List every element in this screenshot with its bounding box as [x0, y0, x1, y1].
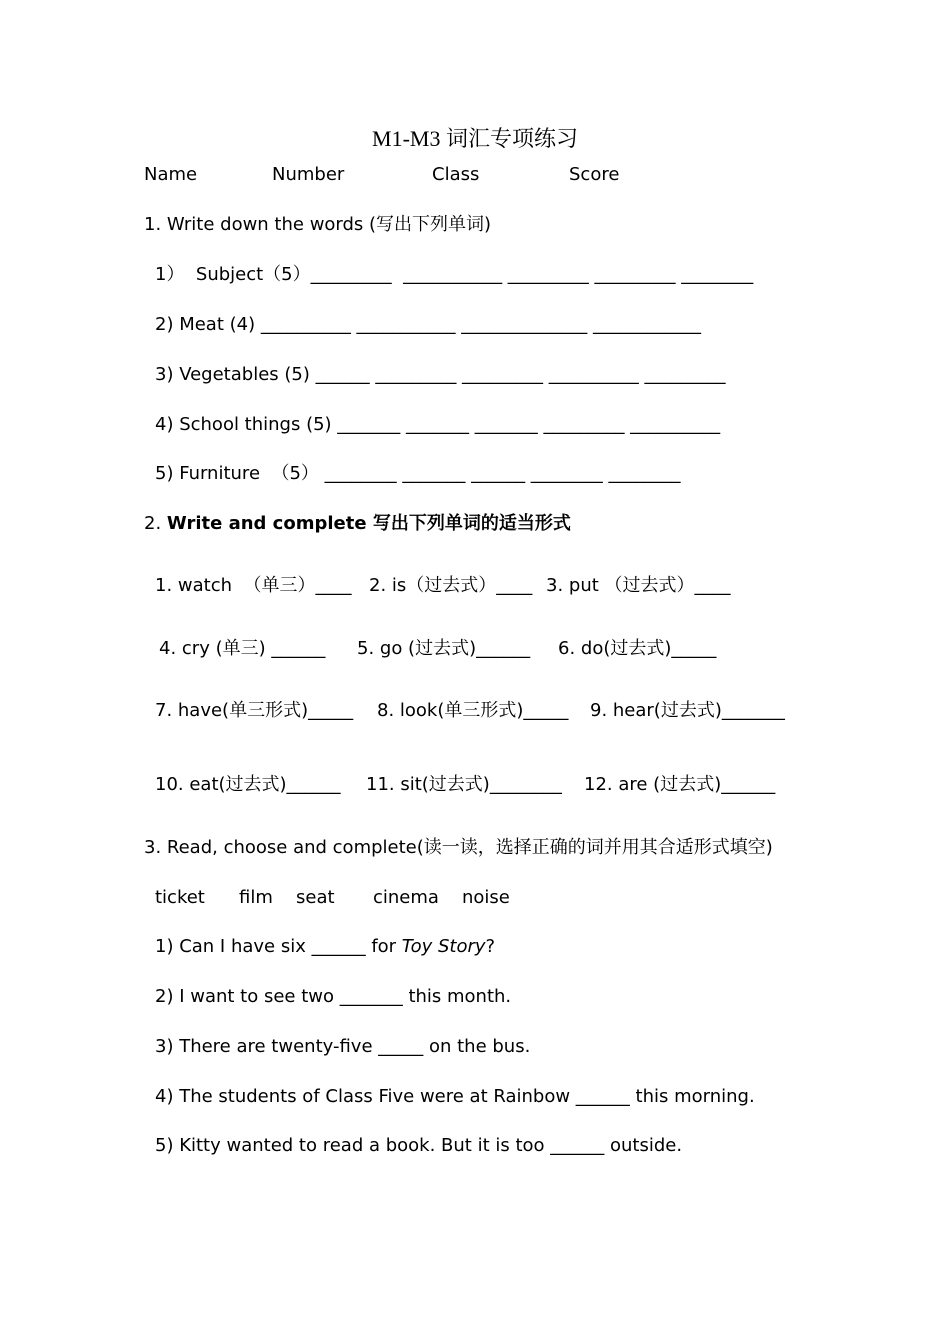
section2-item-3: 3. put （过去式）____: [546, 575, 731, 596]
number-label: Number: [272, 164, 345, 185]
section1-item-1: 1） Subject（5）_________ ___________ _________ _________ ________: [155, 264, 754, 285]
section3-item-5: 5) Kitty wanted to read a book. But it is too ______ outside.: [155, 1135, 683, 1156]
section2-item-9: 9. hear(过去式)_______: [590, 700, 785, 721]
word-bank-ticket: ticket: [155, 887, 205, 908]
section3-item-4: 4) The students of Class Five were at Rainbow ______ this morning.: [155, 1086, 755, 1107]
page-title: M1-M3 词汇专项练习: [372, 126, 578, 151]
section3-item-3: 3) There are twenty-five _____ on the bus.: [155, 1036, 531, 1057]
section3-item-1: [155, 935, 495, 959]
section2-item-11: 11. sit(过去式)________: [366, 774, 562, 795]
section1-item-3: 3) Vegetables (5) ______ _________ _________ __________ _________: [155, 364, 726, 385]
section2-item-10: 10. eat(过去式)______: [155, 774, 341, 795]
section2-heading-number: 2.: [144, 513, 167, 534]
q1-movie-title: Toy Story: [401, 936, 486, 957]
section2-item-12: 12. are (过去式)______: [584, 774, 776, 795]
section1-heading: 1. Write down the words (写出下列单词): [144, 214, 492, 235]
word-bank-seat: seat: [296, 887, 335, 908]
section1-item-5: 5) Furniture （5） ________ _______ ______ ________ ________: [155, 463, 681, 484]
section2-item-5: 5. go (过去式)______: [357, 638, 531, 659]
section2-item-2: 2. is（过去式）____: [369, 575, 533, 596]
section2-heading: [144, 512, 571, 536]
section3-heading: 3. Read, choose and complete(读一读，选择正确的词并用其合适形式填空): [144, 837, 773, 858]
q1-text: 1) Can I have six ______ for: [155, 936, 402, 957]
section2-item-4: 4. cry (单三) ______: [159, 638, 326, 659]
section1-item-2: 2) Meat (4) __________ ___________ ______________ ____________: [155, 314, 701, 335]
name-label: Name: [144, 164, 198, 185]
word-bank-noise: noise: [462, 887, 510, 908]
section1-item-4: 4) School things (5) _______ _______ _______ _________ __________: [155, 414, 721, 435]
score-label: Score: [569, 164, 620, 185]
section2-item-6: 6. do(过去式)_____: [558, 638, 717, 659]
section2-item-7: 7. have(单三形式)_____: [155, 700, 354, 721]
section2-item-1: 1. watch （单三）____: [155, 575, 352, 596]
class-label: Class: [432, 164, 480, 185]
section2-item-8: 8. look(单三形式)_____: [377, 700, 569, 721]
word-bank-film: film: [239, 887, 273, 908]
q1-punct: ?: [485, 936, 496, 957]
word-bank-cinema: cinema: [373, 887, 439, 908]
section3-item-2: 2) I want to see two _______ this month.: [155, 986, 512, 1007]
section2-heading-text: Write and complete 写出下列单词的适当形式: [166, 513, 571, 534]
